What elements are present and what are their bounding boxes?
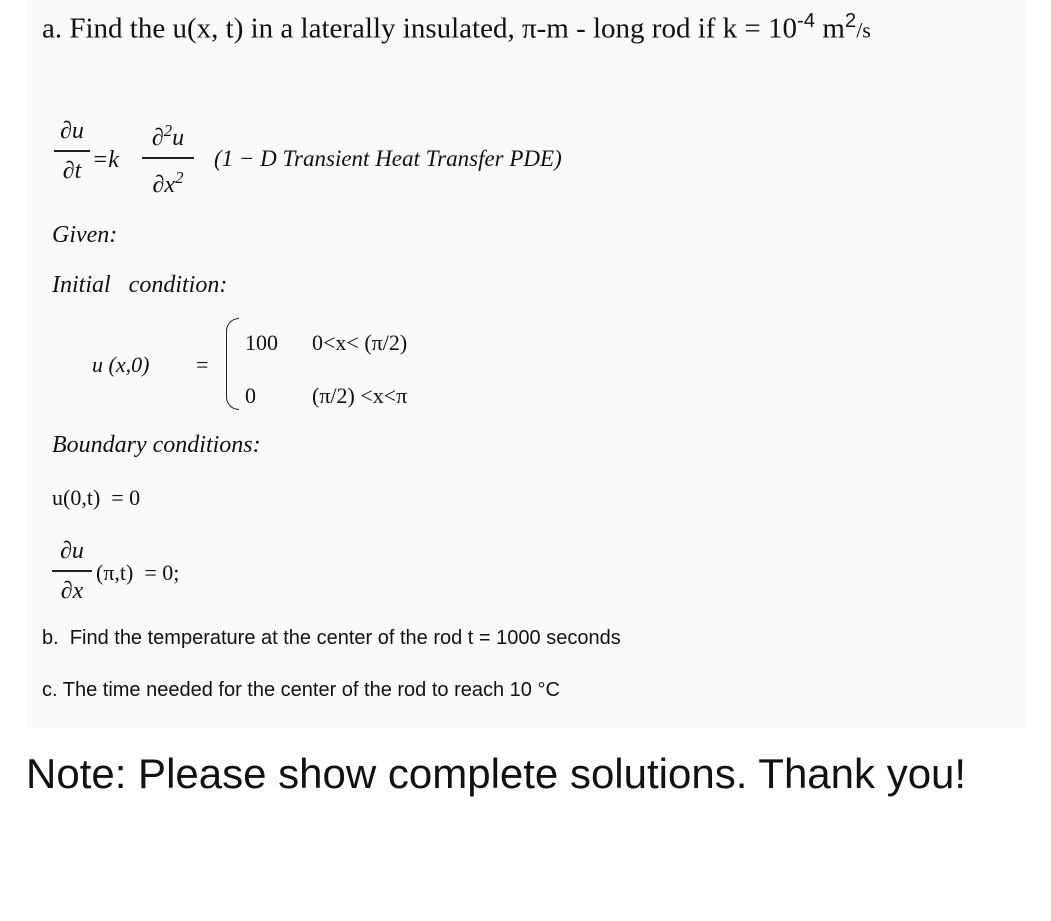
boundary-label: Boundary conditions:: [52, 432, 261, 458]
fraction-bar: [52, 570, 92, 572]
problem-part-b: b. Find the temperature at the center of the rod t = 1000 seconds: [42, 627, 621, 649]
initial-condition-label: Initial condition:: [52, 272, 228, 298]
bc2-du: ∂u: [60, 538, 84, 564]
initial-equals: =: [196, 352, 209, 377]
problem-part-c: c. The time needed for the center of the rod to reach 10 °C: [42, 679, 560, 701]
problem-part-a: [42, 10, 871, 46]
pde-dx2: [142, 165, 194, 198]
pde-du: ∂u: [60, 118, 84, 144]
boundary-condition-1: u(0,t) = 0: [52, 485, 141, 510]
pde-rhs-fraction: [142, 118, 194, 198]
pde-dx2-exp: 2: [175, 167, 184, 187]
pde-d2u-var: u: [172, 125, 185, 151]
case2-value: 0: [245, 383, 256, 408]
bc2-fraction: [52, 538, 92, 604]
bc2-dx: ∂x: [60, 577, 84, 604]
pde-d2u: [142, 118, 194, 151]
case2-range: (π/2) <x<π: [312, 383, 408, 408]
pde-dx2-partial: ∂x: [152, 171, 176, 198]
fraction-bar: [54, 150, 90, 152]
case1-value: 100: [245, 330, 278, 355]
pde-d2u-partial: ∂: [151, 125, 164, 151]
pde-description: (1 − D Transient Heat Transfer PDE): [214, 146, 562, 171]
part-a-text: a. Find the u(x, t) in a laterally insulated, π-m - long rod if k = 10: [42, 12, 798, 45]
piecewise-brace: [226, 318, 239, 410]
given-label: Given:: [52, 222, 118, 248]
pde-lhs-fraction: [54, 118, 90, 184]
case1-range: 0<x< (π/2): [312, 330, 408, 355]
k-unit-s: /s: [856, 17, 871, 43]
pde-dt: ∂t: [62, 157, 82, 184]
k-unit-m: m: [815, 12, 845, 45]
problem-image-panel: [26, 0, 1026, 728]
fraction-bar: [142, 157, 194, 159]
pde-equals-k: =k: [92, 147, 119, 173]
boundary-condition-2: (π,t) = 0;: [96, 560, 180, 585]
k-exponent: -4: [797, 10, 816, 32]
k-unit-exponent: 2: [844, 10, 857, 32]
initial-lhs: u (x,0): [92, 352, 150, 377]
pde-d2u-exp: 2: [163, 121, 173, 140]
note-text: Note: Please show complete solutions. Thank you!: [26, 750, 967, 797]
